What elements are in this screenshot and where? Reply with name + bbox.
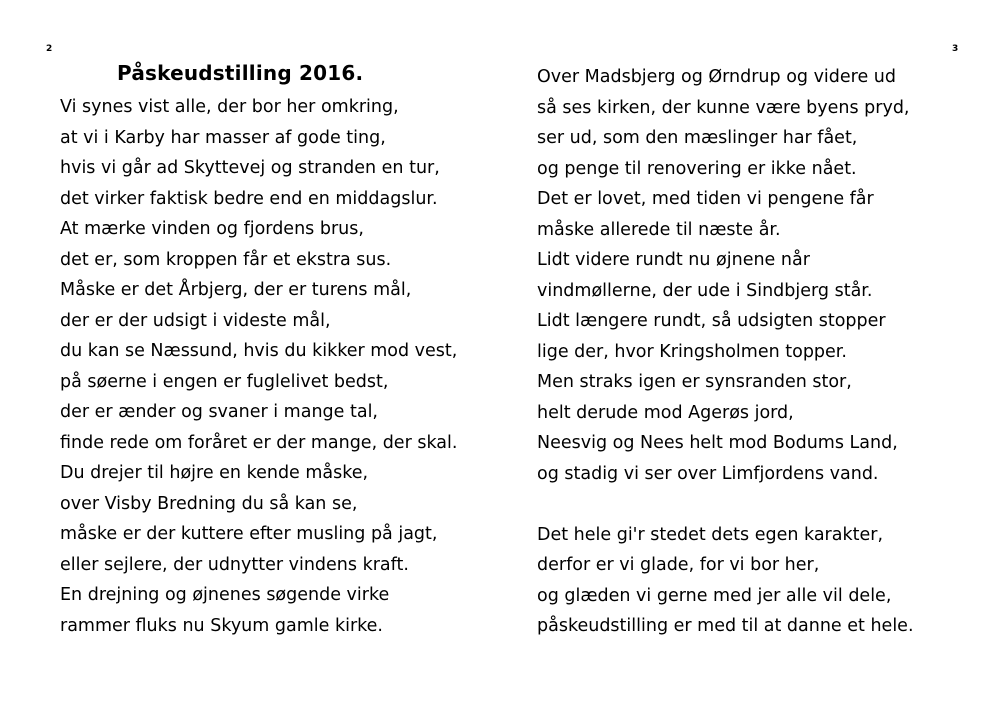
verse-line: rammer fluks nu Skyum gamle kirke. bbox=[60, 615, 383, 636]
verse-line: der er der udsigt i videste mål, bbox=[60, 310, 331, 331]
poem-title: Påskeudstilling 2016. bbox=[117, 61, 364, 85]
verse-line: det virker faktisk bedre end en middagslur. bbox=[60, 188, 438, 209]
verse-line: finde rede om foråret er der mange, der skal. bbox=[60, 432, 458, 453]
verse-line: påskeudstilling er med til at danne et hele. bbox=[537, 616, 914, 636]
verse-line: lige der, hvor Kringsholmen topper. bbox=[537, 341, 847, 362]
verse-line: Vi synes vist alle, der bor her omkring, bbox=[60, 97, 399, 117]
verse-line: på søerne i engen er fuglelivet bedst, bbox=[60, 371, 389, 392]
verse-line: Lidt længere rundt, så udsigten stopper bbox=[537, 311, 886, 331]
verse-line: og penge til renovering er ikke nået. bbox=[537, 158, 857, 179]
verse-line: Neesvig og Nees helt mod Bodums Land, bbox=[537, 433, 898, 453]
verse-line: At mærke vinden og fjordens brus, bbox=[60, 219, 364, 239]
verse-line: Men straks igen er synsranden stor, bbox=[537, 372, 852, 392]
verse-line: helt derude mod Agerøs jord, bbox=[537, 402, 794, 423]
verse-line: at vi i Karby har masser af gode ting, bbox=[60, 127, 386, 148]
verse-line: hvis vi går ad Skyttevej og stranden en tur, bbox=[60, 158, 440, 178]
verse-line: du kan se Næssund, hvis du kikker mod vest, bbox=[60, 341, 458, 361]
verse-line: der er ænder og svaner i mange tal, bbox=[60, 402, 378, 422]
verse-line: over Visby Bredning du så kan se, bbox=[60, 493, 358, 514]
page-number-left: 2 bbox=[46, 44, 53, 54]
verse-line: måske allerede til næste år. bbox=[537, 219, 781, 240]
right-column-verses bbox=[537, 62, 914, 642]
verse-line: måske er der kuttere efter musling på jagt, bbox=[60, 524, 438, 544]
verse-line: derfor er vi glade, for vi bor her, bbox=[537, 555, 820, 575]
verse-line: og glæden vi gerne med jer alle vil dele, bbox=[537, 585, 892, 606]
verse-line: Det hele gi'r stedet dets egen karakter, bbox=[537, 524, 884, 545]
verse-line: eller sejlere, der udnytter vindens kraft. bbox=[60, 554, 409, 575]
verse-line: så ses kirken, der kunne være byens pryd, bbox=[537, 97, 910, 118]
verse-line: Det er lovet, med tiden vi pengene får bbox=[537, 189, 874, 209]
verse-line: vindmøllerne, der ude i Sindbjerg står. bbox=[537, 280, 873, 301]
stanza-break bbox=[537, 489, 914, 520]
verse-line: Lidt videre rundt nu øjnene når bbox=[537, 250, 810, 270]
verse-line: Måske er det Årbjerg, der er turens mål, bbox=[60, 280, 412, 300]
left-column-verses bbox=[60, 92, 457, 641]
verse-line: En drejning og øjnenes søgende virke bbox=[60, 585, 390, 605]
verse-line: Du drejer til højre en kende måske, bbox=[60, 463, 369, 483]
verse-line: Over Madsbjerg og Ørndrup og videre ud bbox=[537, 67, 897, 87]
page-number-right: 3 bbox=[952, 44, 959, 54]
verse-line: og stadig vi ser over Limfjordens vand. bbox=[537, 463, 879, 484]
verse-line: det er, som kroppen får et ekstra sus. bbox=[60, 249, 392, 270]
verse-line: ser ud, som den mæslinger har fået, bbox=[537, 128, 858, 148]
